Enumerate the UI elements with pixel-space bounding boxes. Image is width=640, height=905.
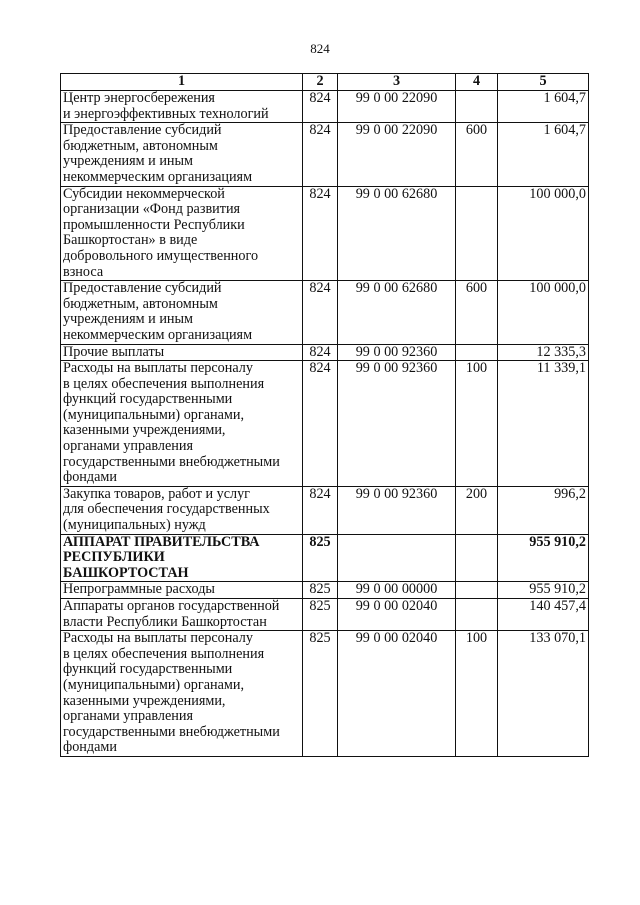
row-type-cell [456, 582, 498, 599]
row-code-cell: 824 [303, 486, 338, 534]
row-target-cell: 99 0 00 92360 [338, 361, 456, 487]
table-row [61, 534, 589, 582]
row-target-cell: 99 0 00 22090 [338, 91, 456, 123]
row-target-cell: 99 0 00 22090 [338, 123, 456, 186]
row-name-cell: Расходы на выплаты персоналу в целях обеспечения выполнения функций государственными (муниципальными) органами, казенными учреждениями, органами управления государственными внебюджетными фондами [61, 631, 303, 757]
table-row [61, 91, 589, 123]
row-name-cell: Закупка товаров, работ и услуг для обеспечения государственных (муниципальных) нужд [61, 486, 303, 534]
row-type-cell: 100 [456, 631, 498, 757]
row-name-cell: Непрограммные расходы [61, 582, 303, 599]
row-type-cell: 600 [456, 281, 498, 344]
row-code-cell: 824 [303, 361, 338, 487]
row-name-cell: Предоставление субсидий бюджетным, автономным учреждениям и иным некоммерческим организациям [61, 281, 303, 344]
row-name-cell: Центр энергосбережения и энергоэффективных технологий [61, 91, 303, 123]
row-type-cell [456, 186, 498, 281]
row-code-cell: 825 [303, 534, 338, 582]
table-row [61, 123, 589, 186]
row-type-cell [456, 599, 498, 631]
table-row [61, 186, 589, 281]
row-code-cell: 824 [303, 186, 338, 281]
table-row [61, 344, 589, 361]
row-amount-cell: 140 457,4 [498, 599, 589, 631]
row-target-cell: 99 0 00 62680 [338, 281, 456, 344]
table-row [61, 361, 589, 487]
row-name-cell: Расходы на выплаты персоналу в целях обеспечения выполнения функций государственными (муниципальными) органами, казенными учреждениями, органами управления государственными внебюджетными фондами [61, 361, 303, 487]
budget-table [60, 73, 589, 757]
row-target-cell: 99 0 00 00000 [338, 582, 456, 599]
row-amount-cell: 955 910,2 [498, 534, 589, 582]
row-amount-cell: 133 070,1 [498, 631, 589, 757]
header-col-1: 1 [61, 74, 303, 91]
row-target-cell: 99 0 00 92360 [338, 344, 456, 361]
row-amount-cell: 996,2 [498, 486, 589, 534]
row-code-cell: 825 [303, 631, 338, 757]
row-code-cell: 824 [303, 91, 338, 123]
row-amount-cell: 955 910,2 [498, 582, 589, 599]
row-target-cell: 99 0 00 62680 [338, 186, 456, 281]
row-type-cell: 200 [456, 486, 498, 534]
header-col-2: 2 [303, 74, 338, 91]
row-amount-cell: 100 000,0 [498, 186, 589, 281]
row-amount-cell: 11 339,1 [498, 361, 589, 487]
row-amount-cell: 100 000,0 [498, 281, 589, 344]
row-type-cell: 600 [456, 123, 498, 186]
row-code-cell: 825 [303, 582, 338, 599]
table-body [61, 91, 589, 757]
row-name-cell: Субсидии некоммерческой организации «Фонд развития промышленности Республики Башкортостан» в виде добровольного имущественного взноса [61, 186, 303, 281]
page-number: 824 [310, 41, 330, 56]
table-row [61, 599, 589, 631]
row-code-cell: 824 [303, 344, 338, 361]
row-amount-cell: 12 335,3 [498, 344, 589, 361]
header-col-4: 4 [456, 74, 498, 91]
row-name-cell: АППАРАТ ПРАВИТЕЛЬСТВА РЕСПУБЛИКИ БАШКОРТОСТАН [61, 534, 303, 582]
row-code-cell: 824 [303, 281, 338, 344]
row-target-cell [338, 534, 456, 582]
header-col-3: 3 [338, 74, 456, 91]
table-row [61, 281, 589, 344]
row-type-cell [456, 91, 498, 123]
row-type-cell [456, 534, 498, 582]
row-name-cell: Предоставление субсидий бюджетным, автономным учреждениям и иным некоммерческим организациям [61, 123, 303, 186]
row-target-cell: 99 0 00 02040 [338, 599, 456, 631]
row-amount-cell: 1 604,7 [498, 123, 589, 186]
table-row [61, 582, 589, 599]
row-name-cell: Аппараты органов государственной власти Республики Башкортостан [61, 599, 303, 631]
table-header-row [61, 74, 589, 91]
row-amount-cell: 1 604,7 [498, 91, 589, 123]
table-row [61, 631, 589, 757]
row-name-cell: Прочие выплаты [61, 344, 303, 361]
row-type-cell [456, 344, 498, 361]
row-code-cell: 825 [303, 599, 338, 631]
table-row [61, 486, 589, 534]
row-target-cell: 99 0 00 92360 [338, 486, 456, 534]
row-type-cell: 100 [456, 361, 498, 487]
header-col-5: 5 [498, 74, 589, 91]
row-code-cell: 824 [303, 123, 338, 186]
row-target-cell: 99 0 00 02040 [338, 631, 456, 757]
